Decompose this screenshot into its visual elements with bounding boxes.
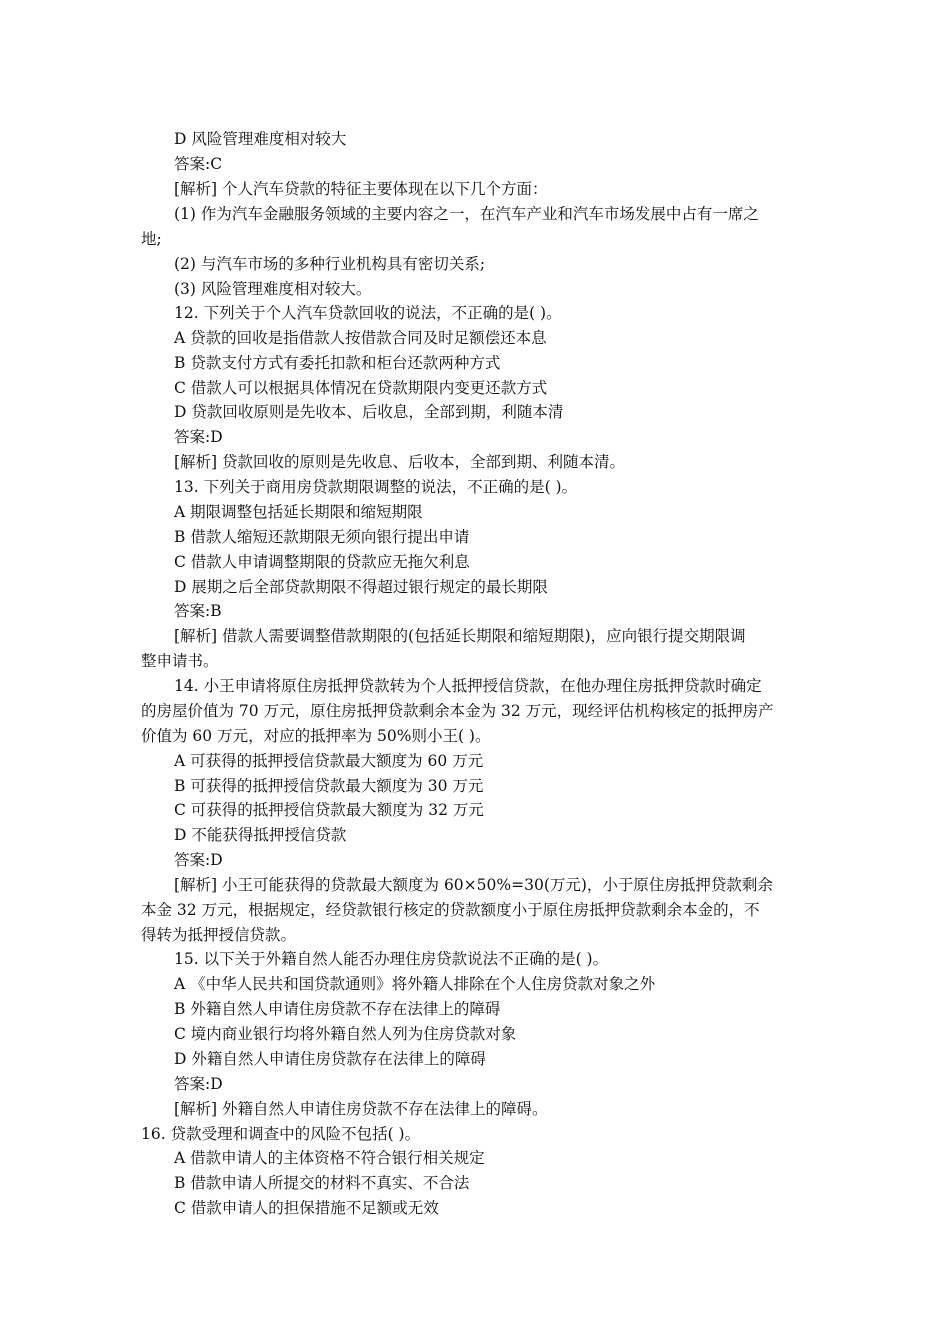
text-line: (1) 作为汽车金融服务领域的主要内容之一，在汽车产业和汽车市场发展中占有一席之 — [174, 205, 759, 223]
text-line: D 风险管理难度相对较大 — [174, 130, 347, 148]
text-line: C 借款申请人的担保措施不足额或无效 — [174, 1199, 439, 1217]
text-line: 答案:D — [174, 851, 223, 869]
text-line: D 外籍自然人申请住房贷款存在法律上的障碍 — [174, 1050, 486, 1068]
text-line: [解析] 小王可能获得的贷款最大额度为 60×50%=30(万元)，小于原住房抵押贷款剩余 — [174, 876, 773, 894]
text-line: 本金 32 万元，根据规定，经贷款银行核定的贷款额度小于原住房抵押贷款剩余本金的，不 — [141, 901, 760, 919]
text-line: C 借款人可以根据具体情况在贷款期限内变更还款方式 — [174, 379, 548, 397]
text-line: 14. 小王申请将原住房抵押贷款转为个人抵押授信贷款，在他办理住房抵押贷款时确定 — [174, 677, 762, 695]
text-line: A 可获得的抵押授信贷款最大额度为 60 万元 — [174, 752, 484, 770]
text-line: A 借款申请人的主体资格不符合银行相关规定 — [174, 1149, 485, 1167]
text-line: 13. 下列关于商用房贷款期限调整的说法，不正确的是( )。 — [174, 478, 578, 496]
text-line: 的房屋价值为 70 万元，原住房抵押贷款剩余本金为 32 万元，现经评估机构核定的抵押房产 — [141, 702, 774, 720]
text-line: B 外籍自然人申请住房贷款不存在法律上的障碍 — [174, 1000, 501, 1018]
text-line: C 可获得的抵押授信贷款最大额度为 32 万元 — [174, 801, 484, 819]
text-line: [解析] 借款人需要调整借款期限的(包括延长期限和缩短期限)，应向银行提交期限调 — [174, 627, 746, 645]
text-line: A 期限调整包括延长期限和缩短期限 — [174, 503, 423, 521]
text-line: 价值为 60 万元，对应的抵押率为 50%则小王( )。 — [141, 727, 491, 745]
text-line: B 可获得的抵押授信贷款最大额度为 30 万元 — [174, 777, 484, 795]
text-line: 15. 以下关于外籍自然人能否办理住房贷款说法不正确的是( )。 — [174, 950, 609, 968]
text-line: 答案:B — [174, 602, 222, 620]
text-line: A 贷款的回收是指借款人按借款合同及时足额偿还本息 — [174, 329, 547, 347]
text-line: (2) 与汽车市场的多种行业机构具有密切关系; — [174, 255, 486, 273]
text-line: (3) 风险管理难度相对较大。 — [174, 280, 372, 298]
text-line: D 贷款回收原则是先收本、后收息，全部到期，利随本清 — [174, 403, 564, 421]
text-line: 12. 下列关于个人汽车贷款回收的说法，不正确的是( )。 — [174, 304, 562, 322]
text-line: B 借款申请人所提交的材料不真实、不合法 — [174, 1174, 470, 1192]
text-line: [解析] 个人汽车贷款的特征主要体现在以下几个方面： — [174, 180, 548, 198]
text-line: [解析] 外籍自然人申请住房贷款不存在法律上的障碍。 — [174, 1100, 548, 1118]
text-line: C 境内商业银行均将外籍自然人列为住房贷款对象 — [174, 1025, 517, 1043]
text-line: [解析] 贷款回收的原则是先收息、后收本，全部到期、利随本清。 — [174, 453, 626, 471]
text-line: 地; — [141, 230, 162, 248]
text-line: D 展期之后全部贷款期限不得超过银行规定的最长期限 — [174, 578, 548, 596]
text-line: 得转为抵押授信贷款。 — [141, 926, 297, 944]
text-line: D 不能获得抵押授信贷款 — [174, 826, 347, 844]
text-line: B 贷款支付方式有委托扣款和柜台还款两种方式 — [174, 354, 501, 372]
text-line: 答案:D — [174, 1075, 223, 1093]
text-line: 16. 贷款受理和调查中的风险不包括( )。 — [141, 1125, 421, 1143]
text-line: 答案:D — [174, 428, 223, 446]
text-line: 答案:C — [174, 155, 223, 173]
text-line: C 借款人申请调整期限的贷款应无拖欠利息 — [174, 553, 470, 571]
text-line: A 《中华人民共和国贷款通则》将外籍人排除在个人住房贷款对象之外 — [174, 975, 656, 993]
text-line: 整申请书。 — [141, 652, 219, 670]
text-line: B 借款人缩短还款期限无须向银行提出申请 — [174, 528, 470, 546]
